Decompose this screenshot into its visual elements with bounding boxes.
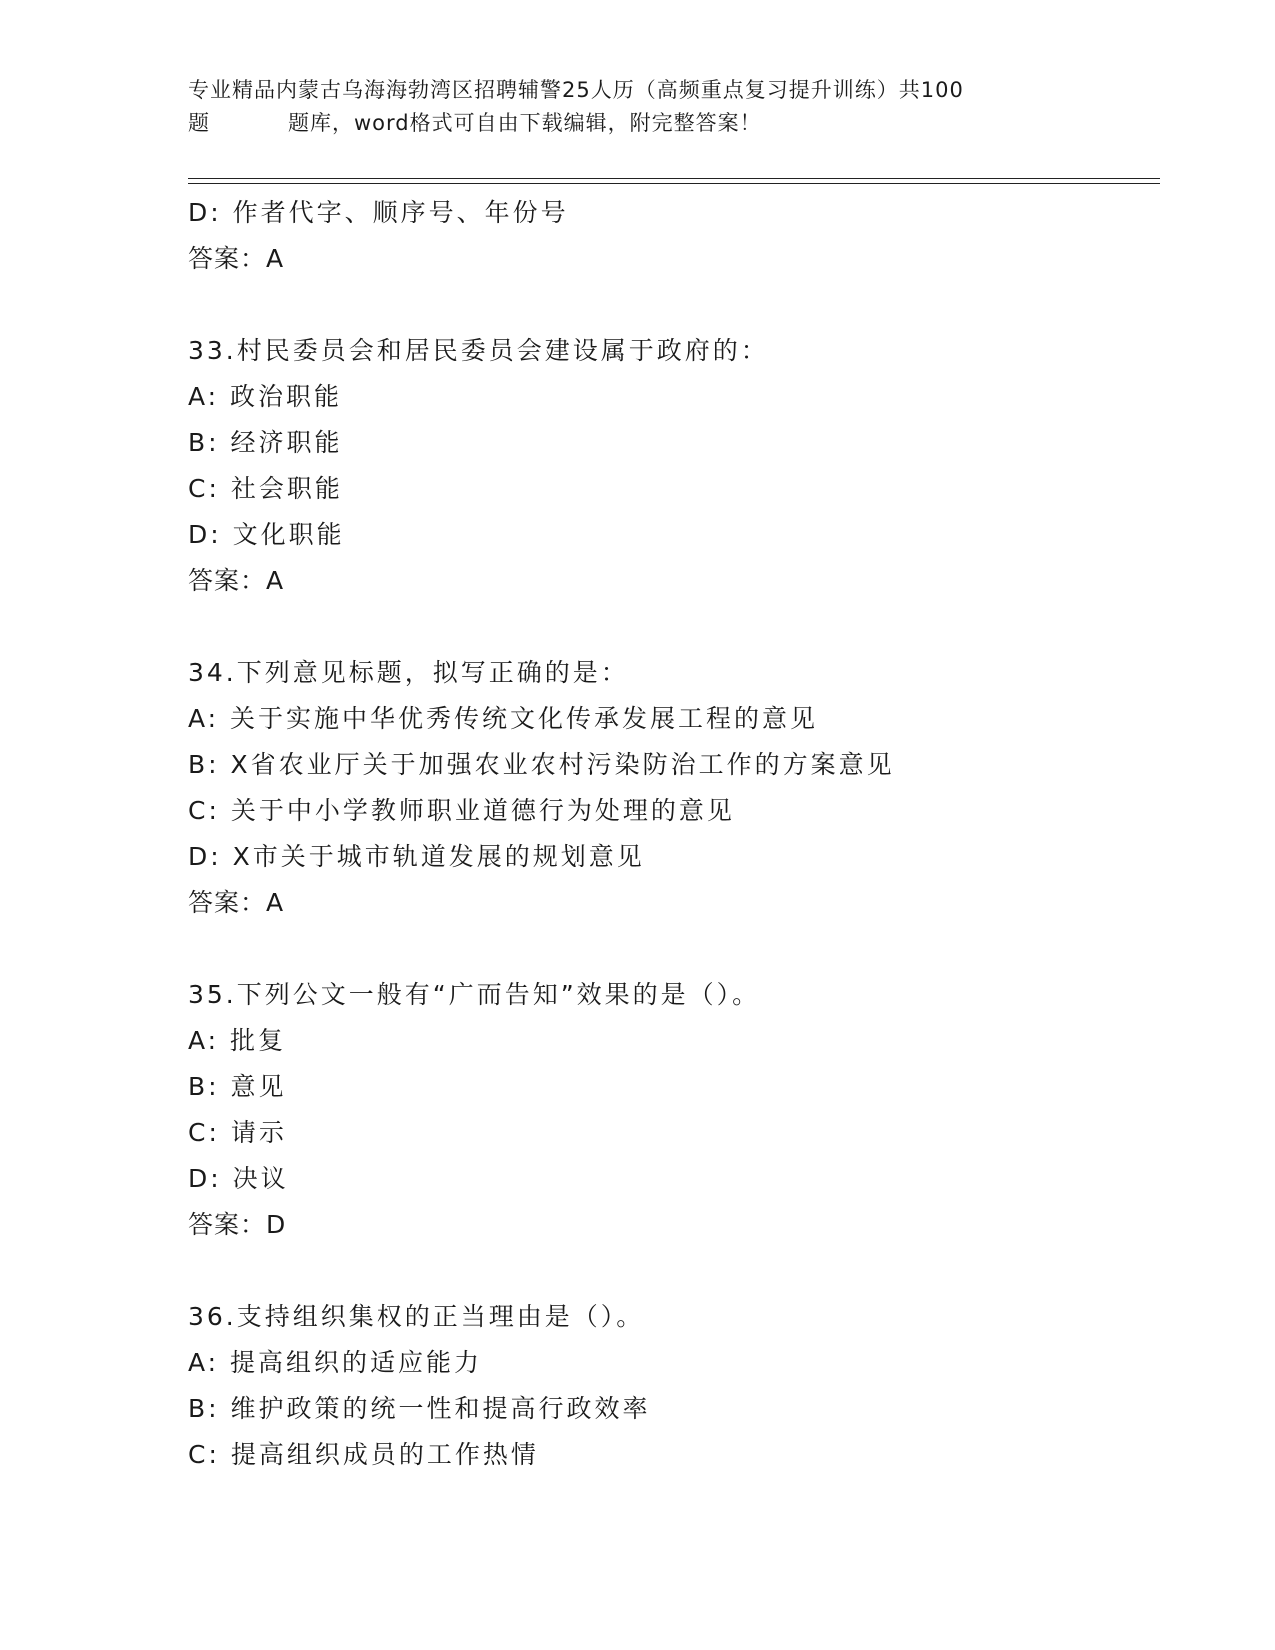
header-title-line1: 专业精品内蒙古乌海海勃湾区招聘辅警25人历（高频重点复习提升训练）共100 (188, 78, 964, 102)
option-c: C: 请示 (188, 1118, 287, 1147)
question-stem: 35.下列公文一般有“广而告知”效果的是（）。 (188, 980, 761, 1009)
block-spacer (188, 1248, 1148, 1294)
question-stem: 34.下列意见标题，拟写正确的是： (188, 658, 629, 687)
question-block-32 (188, 190, 1148, 282)
option-c: C: 提高组织成员的工作热情 (188, 1440, 539, 1469)
option-b: B: 经济职能 (188, 428, 343, 457)
header-title-line2-lead: 题 (188, 111, 210, 135)
answer-line: 答案：A (188, 244, 285, 273)
question-content (188, 190, 1148, 1478)
block-spacer (188, 282, 1148, 328)
answer-line: 答案：A (188, 888, 285, 917)
option-b: B: 维护政策的统一性和提高行政效率 (188, 1394, 651, 1423)
option-d: D: 决议 (188, 1164, 289, 1193)
question-block-35 (188, 972, 1148, 1248)
option-a: A: 关于实施中华优秀传统文化传承发展工程的意见 (188, 704, 819, 733)
block-spacer (188, 926, 1148, 972)
option-b: B: X省农业厅关于加强农业农村污染防治工作的方案意见 (188, 750, 895, 779)
answer-line: 答案：A (188, 566, 285, 595)
option-b: B: 意见 (188, 1072, 287, 1101)
answer-line: 答案：D (188, 1210, 287, 1239)
header-divider-bottom (188, 183, 1160, 184)
block-spacer (188, 604, 1148, 650)
option-d: D: 作者代字、顺序号、年份号 (188, 198, 569, 227)
header-divider-top (188, 178, 1160, 179)
question-stem: 33.村民委员会和居民委员会建设属于政府的： (188, 336, 769, 365)
page-header (188, 74, 1088, 140)
option-a: A: 政治职能 (188, 382, 343, 411)
question-stem: 36.支持组织集权的正当理由是（）。 (188, 1302, 645, 1331)
question-block-34 (188, 650, 1148, 926)
option-c: C: 关于中小学教师职业道德行为处理的意见 (188, 796, 735, 825)
question-block-36 (188, 1294, 1148, 1478)
option-a: A: 批复 (188, 1026, 287, 1055)
option-c: C: 社会职能 (188, 474, 343, 503)
header-title-line2 (188, 107, 1088, 140)
header-title-line2-text: 题库，word格式可自由下载编辑，附完整答案！ (288, 111, 762, 135)
option-d: D: 文化职能 (188, 520, 345, 549)
option-d: D: X市关于城市轨道发展的规划意见 (188, 842, 645, 871)
option-a: A: 提高组织的适应能力 (188, 1348, 483, 1377)
question-block-33 (188, 328, 1148, 604)
